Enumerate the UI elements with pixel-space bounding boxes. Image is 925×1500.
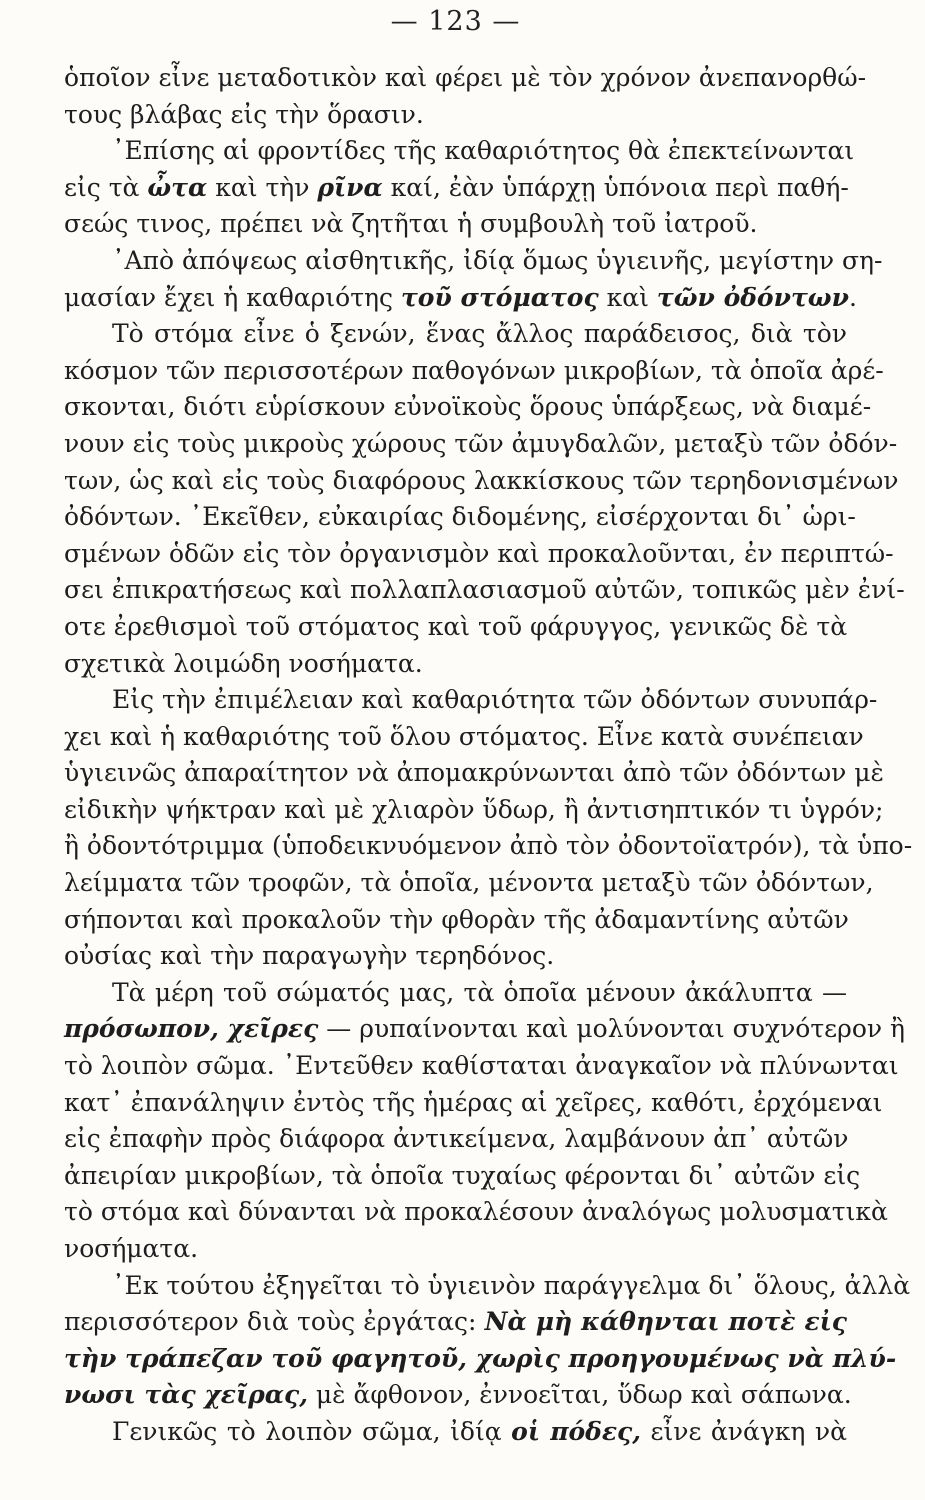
text-run: ἢ ὀδοντότριμμα (ὑποδεικνυόμενον ἀπὸ τὸν ὀδοντοϊατρόν), τὰ ὑπο- bbox=[64, 831, 913, 861]
emphasized-text: πρόσωπον, χεῖρες bbox=[64, 1014, 319, 1044]
emphasized-text: τὴν τράπεζαν τοῦ φαγητοῦ, χωρὶς προηγουμένως νὰ πλύ- bbox=[64, 1343, 897, 1373]
text-line bbox=[64, 975, 847, 1012]
text-line bbox=[64, 902, 847, 939]
text-line bbox=[64, 938, 847, 975]
text-line bbox=[64, 426, 898, 463]
text-line bbox=[64, 60, 867, 97]
text-line bbox=[64, 1121, 847, 1158]
page-number: — 123 — bbox=[390, 6, 521, 37]
text-run: οὐσίας καὶ τὴν παραγωγὴν τερηδόνος. bbox=[64, 941, 555, 971]
text-run: σει ἐπικρατήσεως καὶ πολλαπλασιασμοῦ αὐτῶν, τοπικῶς μὲν ἐνί- bbox=[64, 575, 905, 605]
text-run: ὁποῖον εἶνε μεταδοτικὸν καὶ φέρει μὲ τὸν χρόνον ἀνεπανορθώ- bbox=[64, 63, 867, 92]
text-line bbox=[64, 865, 874, 902]
text-line bbox=[64, 828, 913, 865]
emphasized-text: οἱ πόδες, bbox=[511, 1416, 641, 1446]
text-line bbox=[64, 1231, 847, 1268]
text-run: καὶ τὴν bbox=[207, 172, 318, 202]
text-line bbox=[64, 389, 872, 426]
text-run: εἰδικὴν ψήκτραν καὶ μὲ χλιαρὸν ὕδωρ, ἢ ἀντισηπτικόν τι ὑγρόν; bbox=[64, 794, 884, 824]
text-line bbox=[64, 1085, 883, 1122]
text-run: εἰς ἐπαφὴν πρὸς διάφορα ἀντικείμενα, λαμβάνουν ἀπ᾿ αὐτῶν bbox=[64, 1124, 849, 1154]
emphasized-text: τοῦ στόματος bbox=[400, 282, 599, 312]
text-run: τους βλάβας εἰς τὴν ὅρασιν. bbox=[64, 99, 424, 129]
emphasized-text: Νὰ μὴ κάθηνται ποτὲ εἰς bbox=[484, 1307, 847, 1337]
text-line bbox=[64, 170, 847, 207]
text-run: σήπονται καὶ προκαλοῦν τὴν φθορὰν τῆς ἀδαμαντίνης αὐτῶν bbox=[64, 904, 849, 934]
text-line bbox=[64, 609, 847, 646]
body-text bbox=[64, 60, 913, 1451]
text-run: ᾿Απὸ ἀπόψεως αἰσθητικῆς, ἰδίᾳ ὅμως ὑγιεινῆς, μεγίστην ση- bbox=[112, 245, 883, 275]
text-line bbox=[64, 133, 855, 170]
text-line bbox=[64, 1194, 888, 1231]
text-run: περισσότερον διὰ τοὺς ἐργάτας: bbox=[64, 1307, 485, 1337]
text-line bbox=[64, 463, 899, 500]
text-run: σεώς τινος, πρέπει νὰ ζητῆται ἡ συμβουλὴ τοῦ ἰατροῦ. bbox=[64, 209, 758, 239]
text-run: κατ᾿ ἐπανάληψιν ἐντὸς τῆς ἡμέρας αἱ χεῖρες, καθότι, ἐρχόμεναι bbox=[64, 1087, 883, 1117]
text-line bbox=[64, 499, 856, 536]
text-run: μὲ ἄφθονον, ἐννοεῖται, ὕδωρ καὶ σάπωνα. bbox=[307, 1380, 852, 1410]
text-line bbox=[64, 353, 884, 390]
text-line bbox=[64, 1341, 897, 1378]
text-run: . bbox=[848, 282, 857, 312]
text-run: τὸ λοιπὸν σῶμα. ᾿Εντεῦθεν καθίσταται ἀναγκαῖον νὰ πλύνωνται bbox=[64, 1051, 899, 1081]
text-run: σμένων ὁδῶν εἰς τὸν ὀργανισμὸν καὶ προκαλοῦνται, ἐν περιπτώ- bbox=[64, 538, 894, 568]
emphasized-text: ρῖνα bbox=[317, 172, 383, 202]
text-line bbox=[64, 1414, 847, 1451]
text-run: Τὸ στόμα εἶνε ὁ ξενών, ἕνας ἄλλος παράδεισος, διὰ τὸν bbox=[112, 319, 847, 349]
text-run: — ρυπαίνονται καὶ μολύνονται συχνότερον ἢ bbox=[318, 1014, 905, 1044]
text-line bbox=[64, 316, 847, 353]
text-run: των, ὡς καὶ εἰς τοὺς διαφόρους λακκίσκους τῶν τερηδονισμένων bbox=[64, 465, 899, 495]
emphasized-text: ὦτα bbox=[147, 172, 208, 202]
text-line bbox=[64, 1158, 861, 1195]
text-run: χει καὶ ἡ καθαριότης τοῦ ὅλου στόματος. Εἶνε κατὰ συνέπειαν bbox=[64, 721, 864, 751]
text-line bbox=[64, 682, 878, 719]
text-line bbox=[64, 536, 894, 573]
text-line bbox=[64, 646, 847, 683]
text-run: νοσήματα. bbox=[64, 1234, 199, 1263]
text-line bbox=[64, 206, 847, 243]
text-line bbox=[64, 1268, 911, 1305]
text-run: ᾿Εκ τούτου ἐξηγεῖται τὸ ὑγιεινὸν παράγγελμα δι᾿ ὅλους, ἀλλὰ bbox=[112, 1270, 911, 1300]
text-line bbox=[64, 1011, 905, 1048]
text-run: ἀπειρίαν μικροβίων, τὰ ὁποῖα τυχαίως φέρονται δι᾿ αὐτῶν εἰς bbox=[64, 1160, 861, 1190]
text-run: κόσμον τῶν περισσοτέρων παθογόνων μικροβίων, τὰ ὁποῖα ἀρέ- bbox=[64, 355, 884, 385]
text-run: Τὰ μέρη τοῦ σώματός μας, τὰ ὁποῖα μένουν ἀκάλυπτα — bbox=[112, 977, 847, 1007]
text-run: σκονται, διότι εὑρίσκουν εὐνοϊκοὺς ὅρους ὑπάρξεως, νὰ διαμέ- bbox=[64, 392, 872, 422]
text-line bbox=[64, 1377, 852, 1414]
text-run: Γενικῶς τὸ λοιπὸν σῶμα, ἰδίᾳ bbox=[112, 1416, 512, 1446]
text-run: ὑγιεινῶς ἀπαραίτητον νὰ ἀπομακρύνωνται ἀπὸ τῶν ὀδόντων μὲ bbox=[64, 758, 884, 788]
text-run: ὀδόντων. ᾿Εκεῖθεν, εὐκαιρίας διδομένης, εἰσέρχονται δι᾿ ὡρι- bbox=[64, 502, 856, 532]
text-line bbox=[64, 755, 884, 792]
text-run: εἰς τὰ bbox=[64, 172, 148, 202]
text-line bbox=[64, 792, 884, 829]
text-line bbox=[64, 1048, 899, 1085]
text-run: σχετικὰ λοιμώδη νοσήματα. bbox=[64, 648, 423, 678]
text-line bbox=[64, 243, 883, 280]
text-run: εἶνε ἀνάγκη νὰ bbox=[640, 1416, 847, 1446]
text-run: οτε ἐρεθισμοὶ τοῦ στόματος καὶ τοῦ φάρυγγος, γενικῶς δὲ τὰ bbox=[64, 611, 848, 641]
text-run: Εἰς τὴν ἐπιμέλειαν καὶ καθαριότητα τῶν ὀδόντων συνυπάρ- bbox=[112, 685, 878, 715]
text-run: ᾿Επίσης αἱ φροντίδες τῆς καθαριότητος θὰ ἐπεκτείνωνται bbox=[112, 136, 855, 166]
text-line bbox=[64, 280, 857, 317]
text-line bbox=[64, 572, 905, 609]
emphasized-text: τῶν ὀδόντων bbox=[656, 282, 849, 312]
text-run: τὸ στόμα καὶ δύνανται νὰ προκαλέσουν ἀναλόγως μολυσματικὰ bbox=[64, 1197, 888, 1227]
text-line bbox=[64, 97, 847, 134]
text-line bbox=[64, 1304, 847, 1341]
text-run: καὶ bbox=[598, 282, 657, 312]
text-run: νουν εἰς τοὺς μικροὺς χώρους τῶν ἀμυγδαλῶν, μεταξὺ τῶν ὀδόν- bbox=[64, 428, 898, 458]
text-run: καί, ἐὰν ὑπάρχῃ ὑπόνοια περὶ παθή- bbox=[382, 172, 849, 202]
text-run: μασίαν ἔχει ἡ καθαριότης bbox=[64, 282, 401, 312]
emphasized-text: νωσι τὰς χεῖρας, bbox=[64, 1380, 308, 1410]
text-run: λείμματα τῶν τροφῶν, τὰ ὁποῖα, μένοντα μεταξὺ τῶν ὀδόντων, bbox=[64, 868, 874, 898]
text-line bbox=[64, 719, 864, 756]
